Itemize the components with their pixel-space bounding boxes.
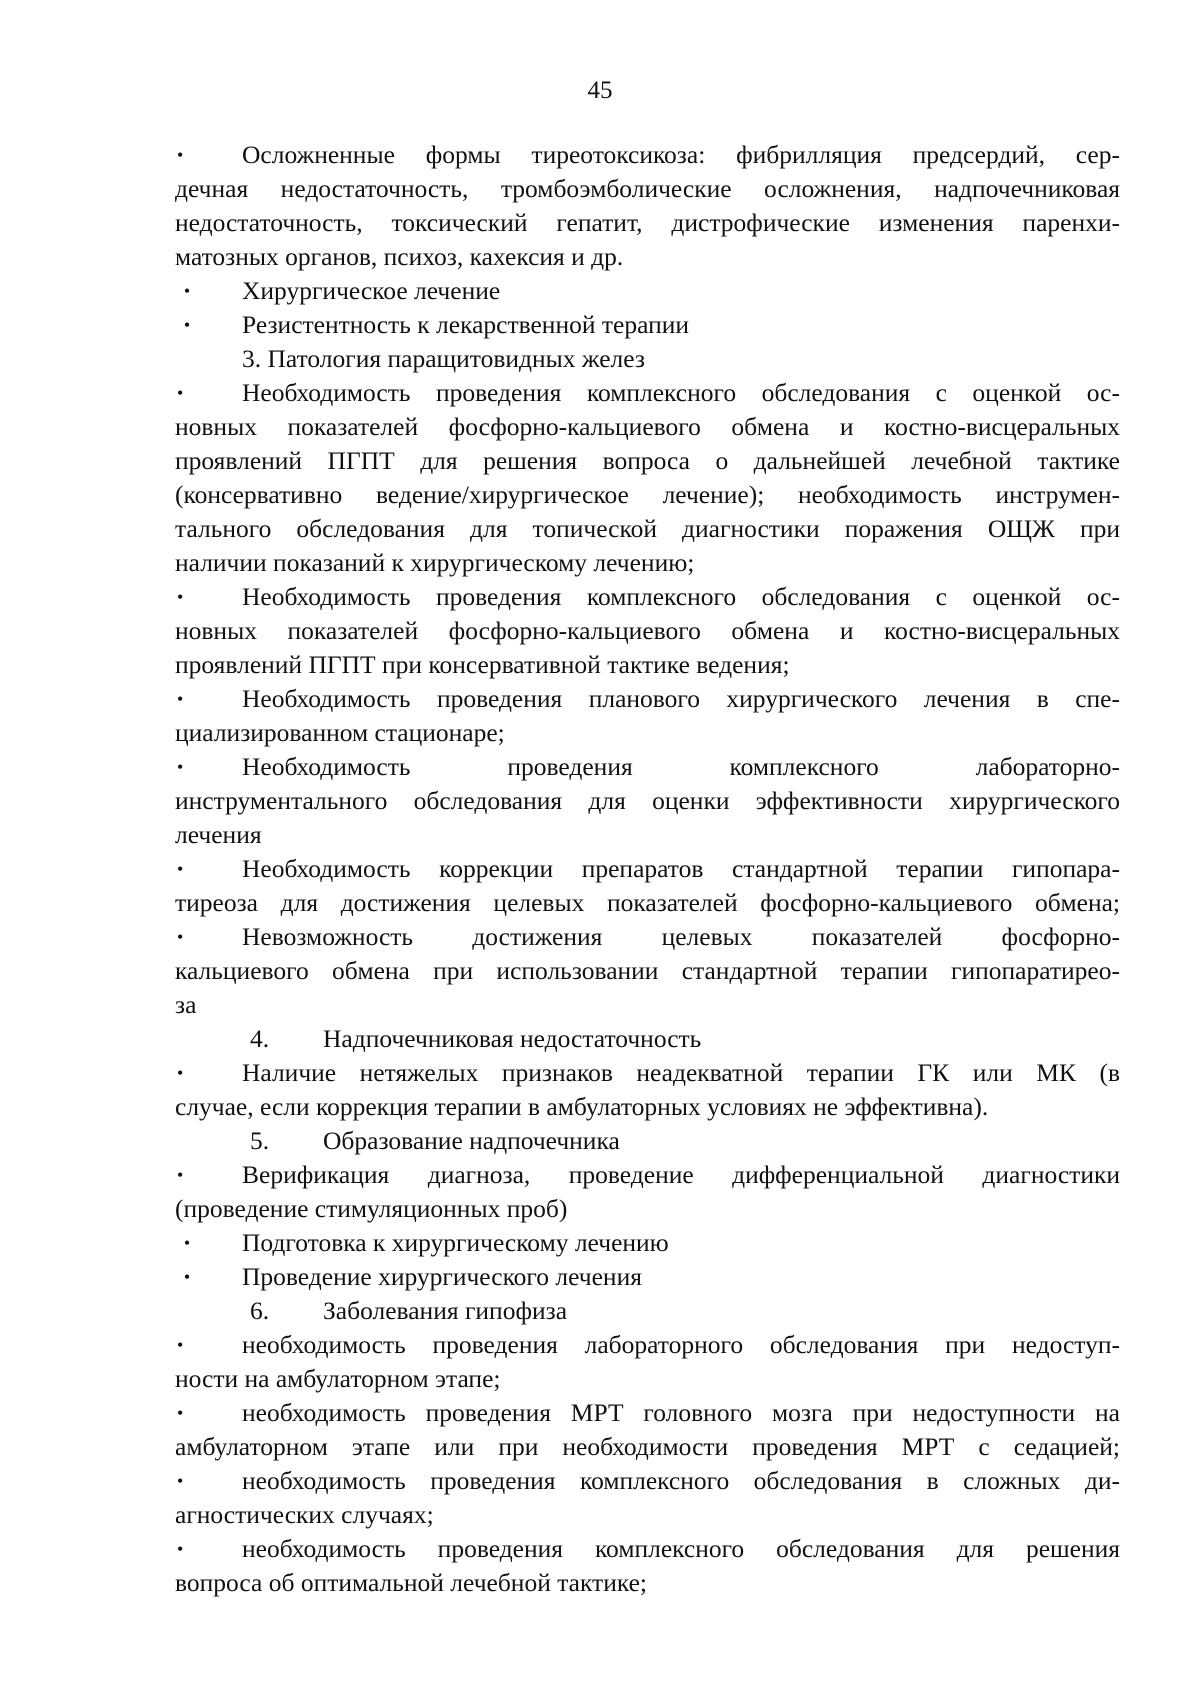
bullet-icon: • <box>183 1233 191 1253</box>
text-line: недостаточность, токсический гепатит, дистрофические изменения паренхи- <box>175 208 1120 237</box>
text-line: дечная недостаточность, тромбоэмболические осложнения, надпочечниковая <box>175 174 1120 203</box>
text-line: • Осложненные формы тиреотоксикоза: фибрилляция предсердий, сер- <box>175 138 1120 172</box>
text-line: (проведение стимуляционных проб) <box>175 1194 568 1223</box>
text-line: • Резистентность к лекарственной терапии <box>175 308 1120 342</box>
text-line: • Необходимость проведения комплексного лабораторно- <box>175 750 1120 784</box>
text-line: • Необходимость проведения комплексного обследования с оценкой ос- <box>175 376 1120 410</box>
bullet-icon: • <box>177 1403 184 1423</box>
text-line: тального обследования для топической диагностики поражения ОЩЖ при <box>175 514 1120 543</box>
text-line: • необходимость проведения комплексного обследования в сложных ди- <box>175 1464 1120 1498</box>
text-line: кальциевого обмена при использовании стандартной терапии гипопаратирео- <box>175 956 1120 985</box>
bullet-icon: • <box>177 859 184 879</box>
text-line: матозных органов, психоз, кахексия и др. <box>175 242 624 271</box>
text-line: (консервативно ведение/хирургическое лечение); необходимость инструмен- <box>175 480 1120 509</box>
text-line: • Хирургическое лечение <box>175 274 1120 308</box>
text-line: инструментального обследования для оценки эффективности хирургического <box>175 786 1120 815</box>
text-line: наличии показаний к хирургическому лечению; <box>175 548 695 577</box>
bullet-icon: • <box>177 587 184 607</box>
section-heading: 5. Образование надпочечника <box>250 1126 620 1155</box>
section-heading: 6. Заболевания гипофиза <box>250 1296 568 1325</box>
text-line: • Необходимость коррекции препаратов стандартной терапии гипопара- <box>175 852 1120 886</box>
bullet-icon: • <box>177 1165 184 1185</box>
bullet-icon: • <box>177 1471 184 1491</box>
text-line: • Наличие нетяжелых признаков неадекватной терапии ГК или МК (в <box>175 1056 1120 1090</box>
bullet-icon: • <box>177 689 184 709</box>
page-number: 45 <box>587 77 613 104</box>
bullet-icon: • <box>177 757 184 777</box>
text-line: • Верификация диагноза, проведение дифференциальной диагностики <box>175 1158 1120 1192</box>
text-line: проявлений ПГПТ для решения вопроса о дальнейшей лечебной тактике <box>175 446 1120 475</box>
text-line: • необходимость проведения комплексного обследования для решения <box>175 1532 1120 1566</box>
text-line: • необходимость проведения МРТ головного мозга при недоступности на <box>175 1396 1120 1430</box>
text-line: агностических случаях; <box>175 1500 434 1529</box>
text-line: вопроса об оптимальной лечебной тактике; <box>175 1568 647 1597</box>
text-line: циализированном стационаре; <box>175 718 505 747</box>
section-heading: 4. Надпочечниковая недостаточность <box>250 1024 702 1053</box>
document-body <box>175 138 1120 1600</box>
text-line: • Необходимость проведения комплексного обследования с оценкой ос- <box>175 580 1120 614</box>
text-line: тиреоза для достижения целевых показателей фосфорно-кальциевого обмена; <box>175 888 1120 917</box>
bullet-icon: • <box>177 1063 184 1083</box>
text-line: • Необходимость проведения планового хирургического лечения в спе- <box>175 682 1120 716</box>
section-heading: 3. Патология паращитовидных желез <box>242 344 645 373</box>
bullet-icon: • <box>183 1267 191 1287</box>
text-line: лечения <box>175 820 262 849</box>
text-line: • Проведение хирургического лечения <box>175 1260 1120 1294</box>
text-line: за <box>175 990 197 1019</box>
bullet-icon: • <box>177 927 184 947</box>
bullet-icon: • <box>177 145 184 165</box>
bullet-icon: • <box>183 315 191 335</box>
bullet-icon: • <box>177 1335 184 1355</box>
text-line: случае, если коррекция терапии в амбулаторных условиях не эффективна). <box>175 1092 989 1121</box>
text-line: проявлений ПГПТ при консервативной тактике ведения; <box>175 650 790 679</box>
text-line: новных показателей фосфорно-кальциевого обмена и костно-висцеральных <box>175 616 1120 645</box>
text-line: • необходимость проведения лабораторного обследования при недоступ- <box>175 1328 1120 1362</box>
bullet-icon: • <box>183 281 191 301</box>
text-line: ности на амбулаторном этапе; <box>175 1364 501 1393</box>
text-line: • Невозможность достижения целевых показателей фосфорно- <box>175 920 1120 954</box>
text-line: амбулаторном этапе или при необходимости проведения МРТ с седацией; <box>175 1432 1120 1461</box>
bullet-icon: • <box>177 383 184 403</box>
text-line: • Подготовка к хирургическому лечению <box>175 1226 1120 1260</box>
text-line: новных показателей фосфорно-кальциевого обмена и костно-висцеральных <box>175 412 1120 441</box>
bullet-icon: • <box>177 1539 184 1559</box>
